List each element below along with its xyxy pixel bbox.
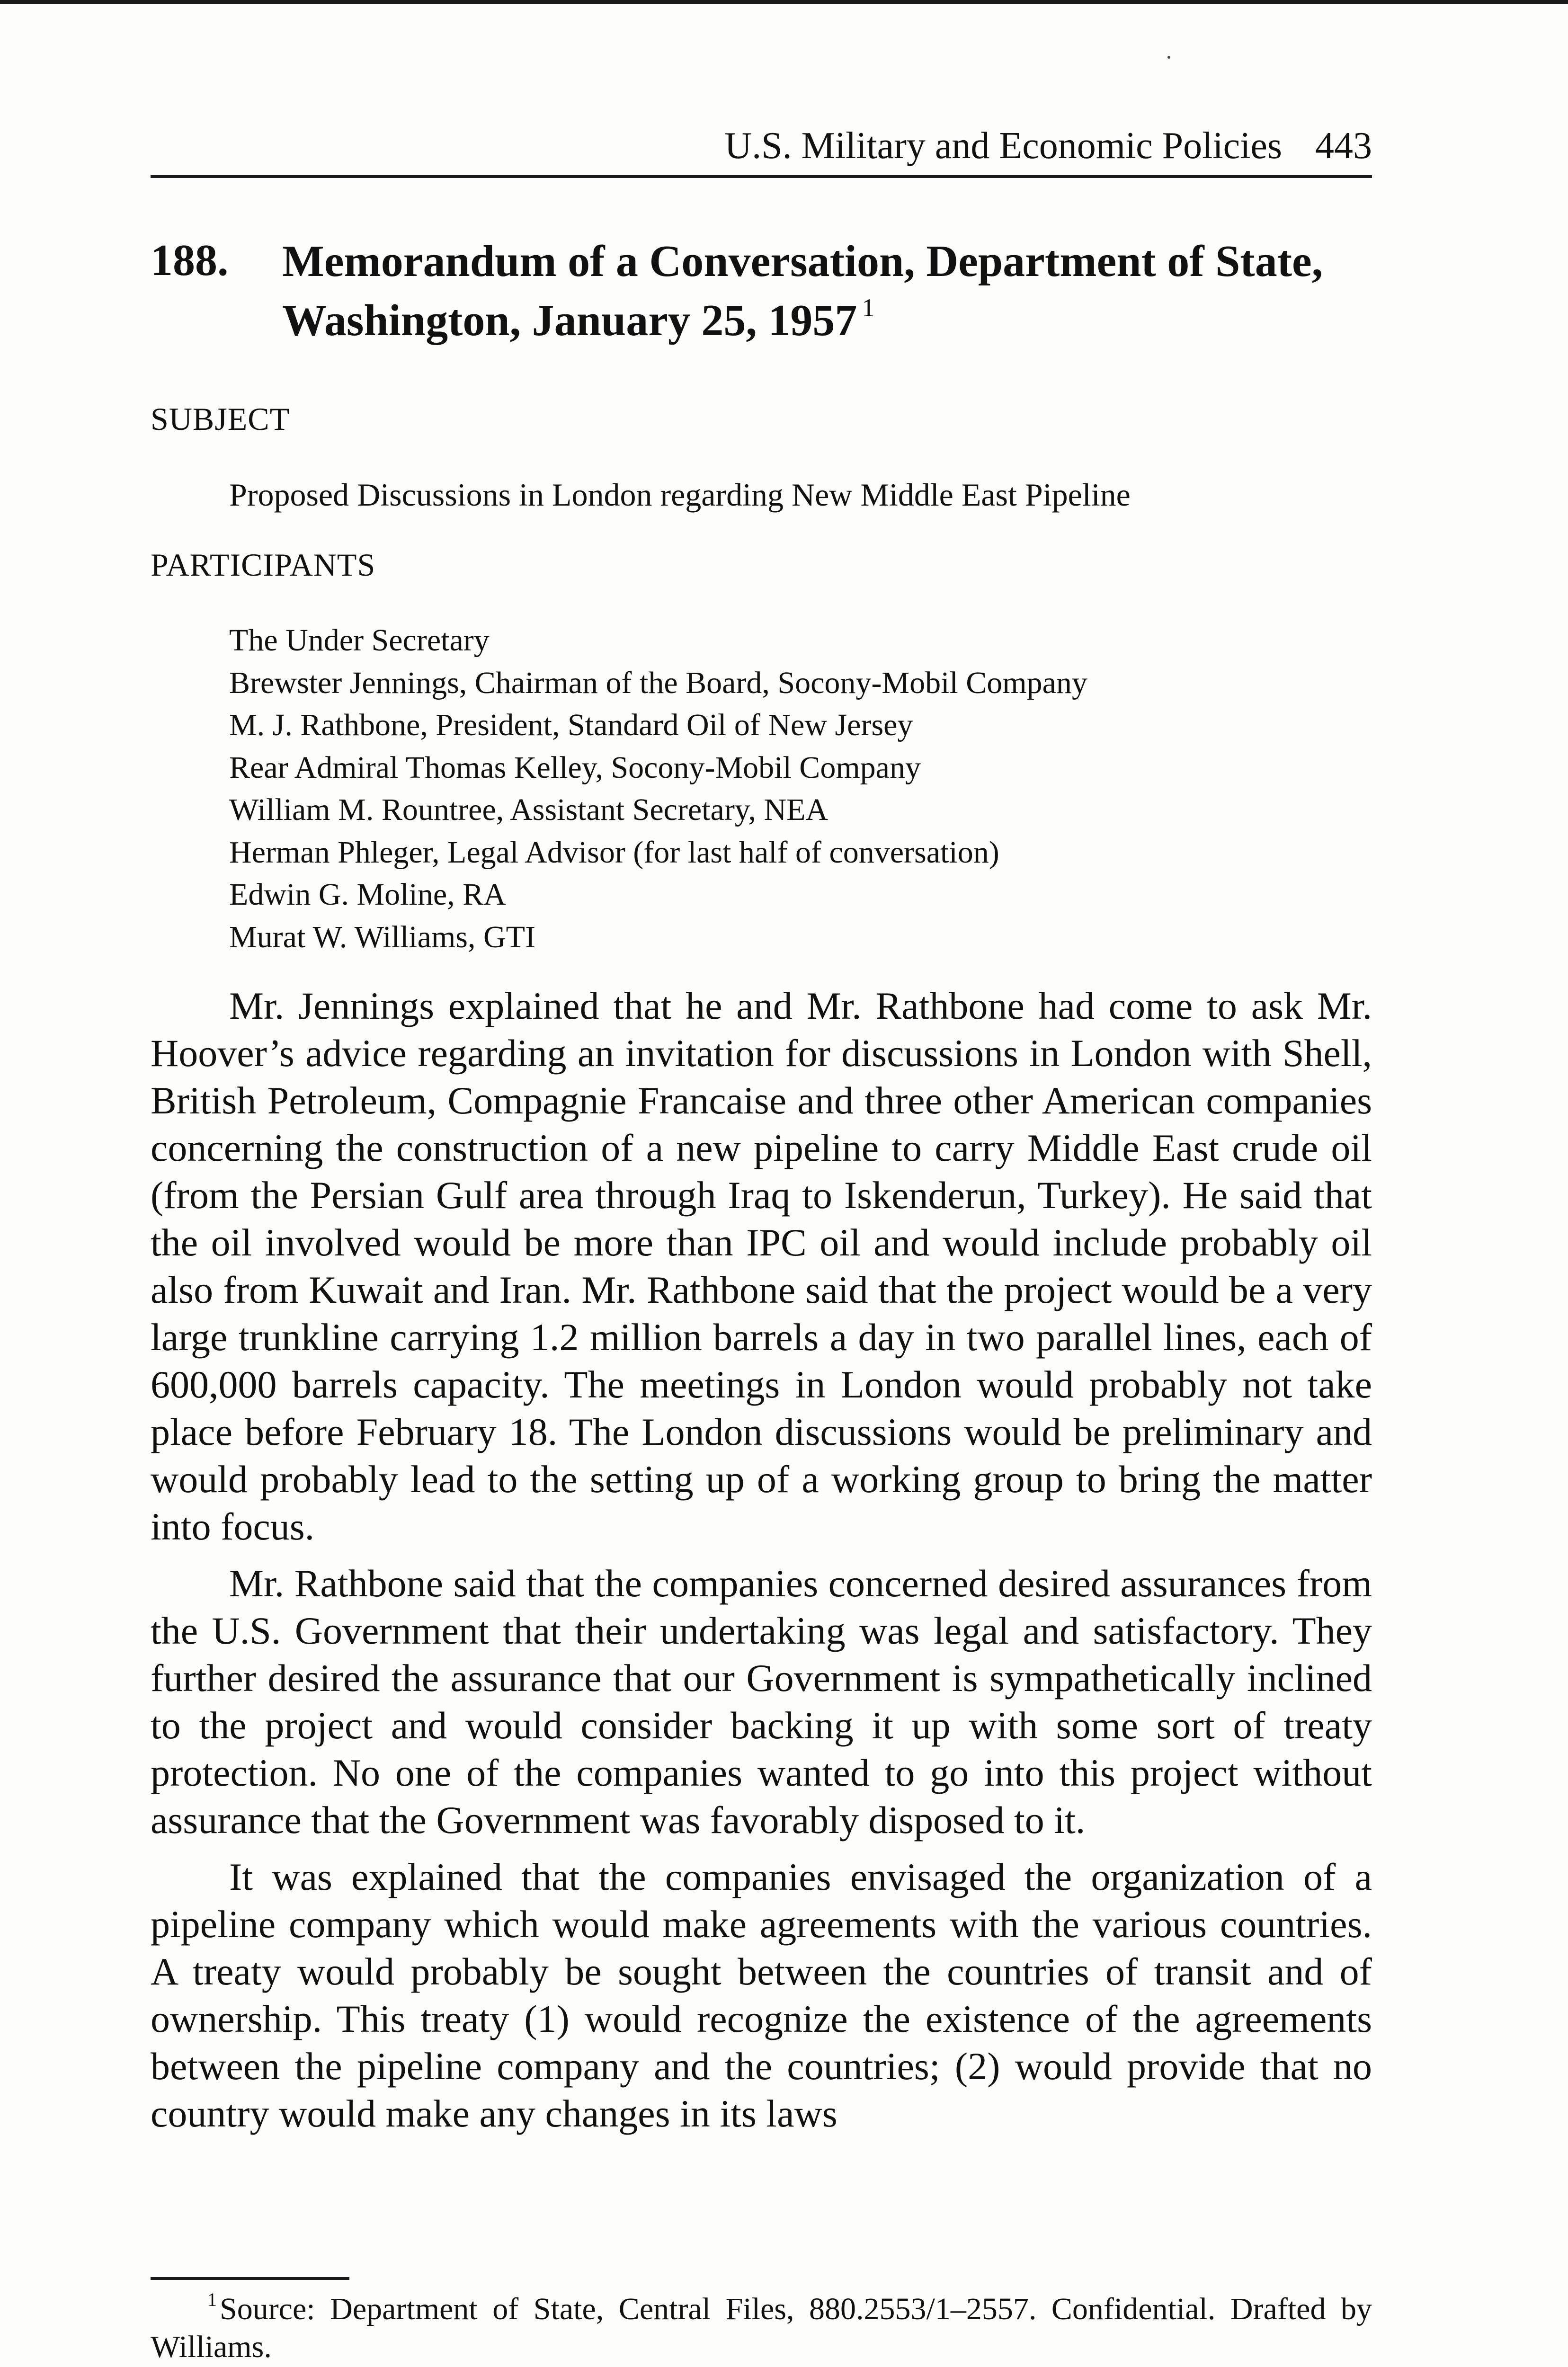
participants-list [229, 619, 1087, 958]
participants-label: PARTICIPANTS [151, 547, 376, 583]
participant: Murat W. Williams, GTI [229, 919, 535, 954]
running-head [151, 122, 1372, 169]
participant: Rear Admiral Thomas Kelley, Socony-Mobil Company [229, 750, 921, 785]
document-title [282, 232, 1371, 350]
subject-text: Proposed Discussions in London regarding New Middle East Pipeline [229, 477, 1131, 513]
scan-top-edge [0, 0, 1568, 4]
document-title-text: Memorandum of a Conversation, Department of State, Washington, January 25, 1957 [282, 237, 1323, 345]
participant: The Under Secretary [229, 623, 490, 658]
memo-body [151, 982, 1372, 2147]
running-head-title: U.S. Military and Economic Policies [724, 125, 1282, 167]
participant: William M. Rountree, Assistant Secretary, NEA [229, 792, 829, 827]
scan-speck [1167, 56, 1170, 59]
body-paragraph: Mr. Jennings explained that he and Mr. Rathbone had come to ask Mr. Hoover’s advice regarding an invitation for discussions in London with Shell, British Petroleum, Compagnie Francaise and three other American companies concerning the construction of a new pipeline to carry Middle East crude oil (from the Persian Gulf area through Iraq to Iskenderun, Turkey). He said that the oil involved would be more than IPC oil and would include probably oil also from Kuwait and Iran. Mr. Rathbone said that the project would be a very large trunkline carrying 1.2 million barrels a day in two parallel lines, each of 600,000 barrels capacity. The meetings in London would probably not take place before February 18. The London discussions would be preliminary and would probably lead to the setting up of a working group to bring the matter into focus. [151, 984, 1372, 1548]
participant: Brewster Jennings, Chairman of the Board, Socony-Mobil Company [229, 665, 1087, 700]
page-number: 443 [1315, 125, 1372, 167]
footnote-mark: 1 [207, 2289, 217, 2310]
body-paragraph: Mr. Rathbone said that the companies concerned desired assurances from the U.S. Government that their undertaking was legal and satisfactory. They further desired the assurance that our Government is sympathetically inclined to the project and would consider backing it up with some sort of treaty protection. No one of the companies wanted to go into this project without assurance that the Government was favorably disposed to it. [151, 1562, 1372, 1842]
participant: M. J. Rathbone, President, Standard Oil of New Jersey [229, 708, 913, 742]
participant: Herman Phleger, Legal Advisor (for last half of conversation) [229, 835, 999, 870]
footnote [151, 2290, 1372, 2366]
subject-label: SUBJECT [151, 401, 290, 437]
body-paragraph: It was explained that the companies envisaged the organization of a pipeline company which would make agreements with the various countries. A treaty would probably be sought between the countries of transit and of ownership. This treaty (1) would recognize the existence of the agreements between the pipeline company and the countries; (2) would provide that no country would make any changes in its laws [151, 1855, 1372, 2135]
footnote-rule [151, 2277, 349, 2280]
footnote-text: Source: Department of State, Central Files, 880.2553/1–2557. Confidential. Drafted by Williams. [151, 2292, 1372, 2364]
header-rule [151, 175, 1372, 178]
participant: Edwin G. Moline, RA [229, 877, 506, 912]
document-number: 188. [151, 236, 229, 285]
title-footnote-mark: 1 [862, 294, 875, 322]
